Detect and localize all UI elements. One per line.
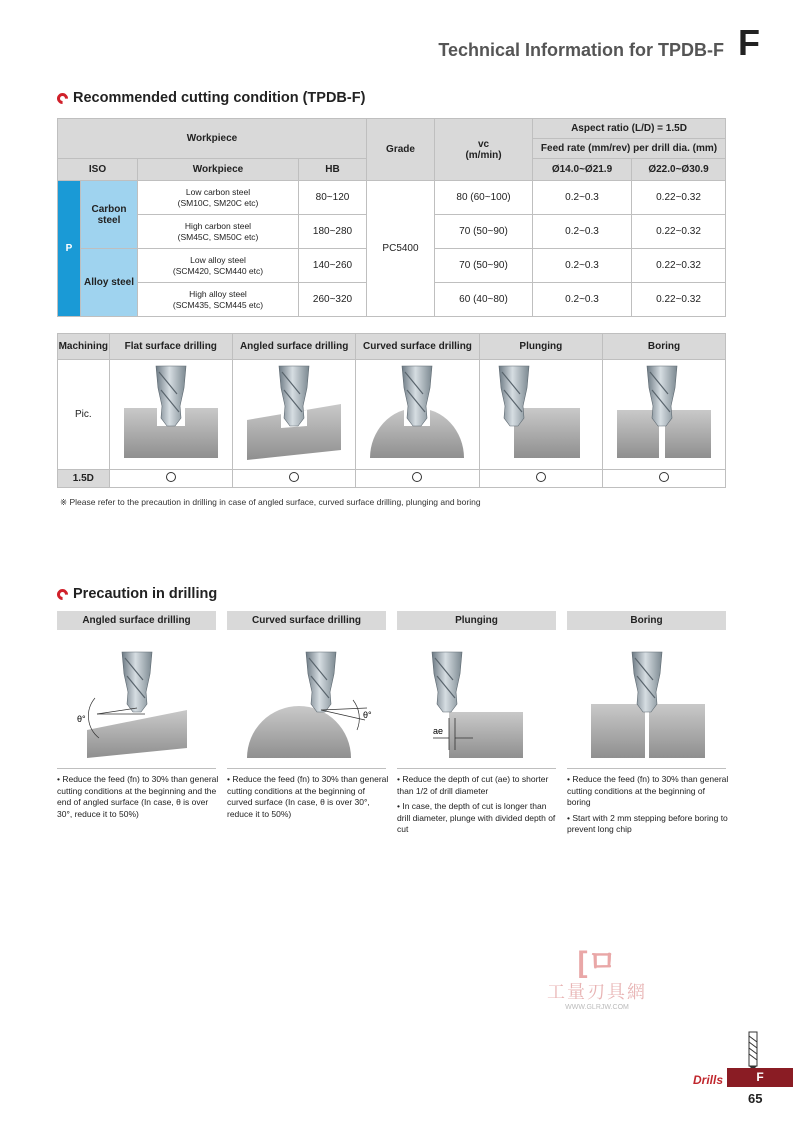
vc-cell: 70 (50~90)	[435, 215, 533, 249]
applicable-mark	[479, 470, 602, 488]
feed-cell: 0.2~0.3	[533, 181, 632, 215]
feed-cell: 0.22~0.32	[632, 215, 726, 249]
precaution-angled-illustration	[57, 648, 216, 763]
section-letter: F	[738, 22, 760, 63]
boring-illustration	[603, 360, 725, 466]
feed-cell: 0.22~0.32	[632, 249, 726, 283]
precaution-text-boring: • Reduce the feed (fn) to 30% than general cutting conditions at the beginning of boring • Start with 2 mm stepping before boring to prevent long chip	[567, 774, 729, 834]
vc-cell: 80 (60~100)	[435, 181, 533, 215]
header-machining: Machining	[58, 334, 110, 360]
section-title-precaution: Precaution in drilling	[57, 586, 217, 602]
feed-cell: 0.22~0.32	[632, 283, 726, 317]
header-boring: Boring	[603, 334, 726, 360]
header-plunging: Plunging	[479, 334, 602, 360]
precaution-boring-illustration	[567, 648, 726, 763]
header-curved: Curved surface drilling	[356, 334, 479, 360]
plunging-illustration	[480, 360, 602, 466]
iso-group-p: P	[58, 181, 81, 317]
machining-table	[57, 333, 726, 488]
header-workpiece: Workpiece	[58, 119, 367, 159]
bullet-icon	[55, 586, 71, 602]
precaution-text-curved: • Reduce the feed (fn) to 30% than general cutting conditions at the beginning of curved surface (In case, θ is over 30°, reduce it to 50%)	[227, 774, 389, 819]
feed-cell: 0.2~0.3	[533, 283, 632, 317]
pic-label: Pic.	[58, 360, 110, 470]
hb-cell: 260~320	[299, 283, 367, 317]
precaution-head-angled: Angled surface drilling	[57, 611, 216, 630]
header-feed-rate: Feed rate (mm/rev) per drill dia. (mm)	[533, 139, 726, 159]
vc-cell: 60 (40~80)	[435, 283, 533, 317]
theta-label: θ°	[77, 714, 86, 724]
hb-cell: 180~280	[299, 215, 367, 249]
curved-drilling-illustration	[356, 360, 478, 466]
page-number: 65	[748, 1091, 763, 1106]
header-dia-1: Ø14.0~Ø21.9	[533, 159, 632, 181]
hb-cell: 80~120	[299, 181, 367, 215]
drill-icon	[746, 1030, 760, 1070]
watermark: [ㅁ 工量刃具網 WWW.GLRJW.COM	[547, 946, 647, 1011]
angled-drilling-illustration	[233, 360, 355, 466]
feed-cell: 0.2~0.3	[533, 249, 632, 283]
header-grade: Grade	[367, 119, 435, 181]
applicable-mark	[356, 470, 479, 488]
workpiece-cell: Low carbon steel (SM10C, SM20C etc)	[138, 181, 299, 215]
material-alloy-steel: Alloy steel	[81, 249, 138, 317]
footnote: ※ Please refer to the precaution in drilling in case of angled surface, curved surface drilling, plunging and boring	[60, 497, 481, 507]
pic-flat	[109, 360, 232, 470]
vc-cell: 70 (50~90)	[435, 249, 533, 283]
precaution-head-plunging: Plunging	[397, 611, 556, 630]
footer-section-label: Drills	[693, 1073, 724, 1087]
material-carbon-steel: Carbon steel	[81, 181, 138, 249]
pic-boring	[603, 360, 726, 470]
hb-cell: 140~260	[299, 249, 367, 283]
precaution-plunging-illustration	[397, 648, 556, 763]
svg-text:θ°: θ°	[363, 710, 372, 720]
section-title-cutting-condition: Recommended cutting condition (TPDB-F)	[57, 90, 365, 106]
precaution-head-curved: Curved surface drilling	[227, 611, 386, 630]
applicable-mark	[232, 470, 355, 488]
flat-drilling-illustration	[110, 360, 232, 466]
precaution-text-plunging: • Reduce the depth of cut (ae) to shorter than 1/2 of drill diameter • In case, the depth of cut is longer than drill diameter, plunge with divided depth of cut	[397, 774, 556, 834]
header-flat: Flat surface drilling	[109, 334, 232, 360]
workpiece-cell: High carbon steel (SM45C, SM50C etc)	[138, 215, 299, 249]
pic-curved	[356, 360, 479, 470]
workpiece-cell: High alloy steel (SCM435, SCM445 etc)	[138, 283, 299, 317]
applicable-mark	[109, 470, 232, 488]
bullet-icon	[55, 90, 71, 106]
workpiece-cell: Low alloy steel (SCM420, SCM440 etc)	[138, 249, 299, 283]
precaution-curved-illustration	[227, 648, 386, 763]
table-row	[58, 181, 726, 215]
applicable-mark	[603, 470, 726, 488]
header-iso: ISO	[58, 159, 138, 181]
ae-label: ae	[433, 726, 444, 736]
grade-cell: PC5400	[367, 181, 435, 317]
footer-letter-tab: F	[727, 1068, 793, 1087]
page-header-title: Technical Information for TPDB-F	[438, 40, 724, 60]
feed-cell: 0.2~0.3	[533, 215, 632, 249]
pic-angled	[232, 360, 355, 470]
precaution-text-angled: • Reduce the feed (fn) to 30% than general cutting conditions at the beginning and the end of angled surface (In case, θ is over 30°, reduce it to 50%)	[57, 774, 219, 819]
pic-plunging	[479, 360, 602, 470]
header-vc: vc (m/min)	[435, 119, 533, 181]
header-hb: HB	[299, 159, 367, 181]
row-label-1-5d: 1.5D	[58, 470, 110, 488]
header-angled: Angled surface drilling	[232, 334, 355, 360]
header-workpiece-name: Workpiece	[138, 159, 299, 181]
feed-cell: 0.22~0.32	[632, 181, 726, 215]
header-aspect-ratio: Aspect ratio (L/D) = 1.5D	[533, 119, 726, 139]
precaution-head-boring: Boring	[567, 611, 726, 630]
header-dia-2: Ø22.0~Ø30.9	[632, 159, 726, 181]
cutting-condition-table	[57, 118, 726, 317]
